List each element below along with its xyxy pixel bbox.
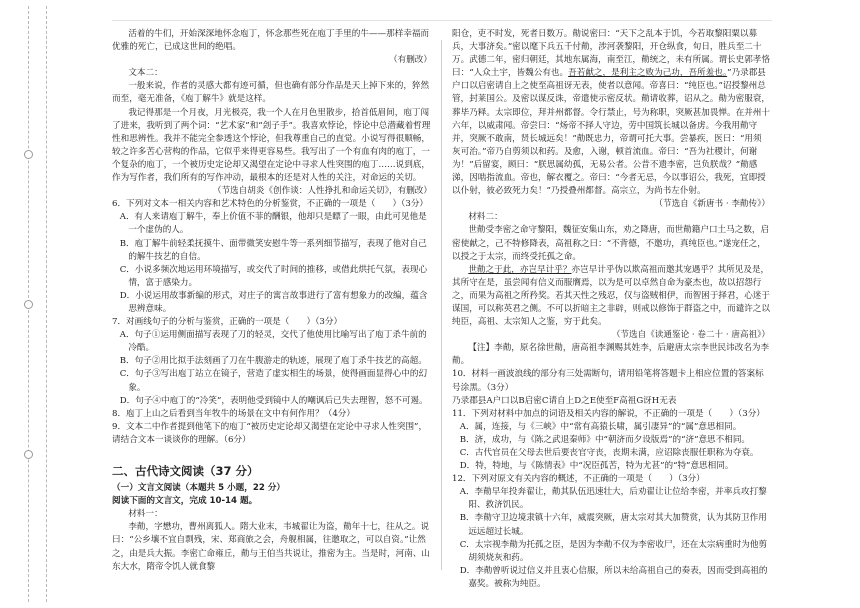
text1-closing-paragraph: 活着的牛们，开始深深地怀念庖丁，怀念那些死在庖丁手里的牛——那样幸福而优雅的死亡，已成这世间的绝唱。 (112, 29, 430, 53)
material-1-source: （节选自《新唐书 · 李勣传》） (654, 199, 770, 210)
question-7: 7．对画线句子的分析与鉴赏，正确的一项是（ ）（3分） (112, 317, 343, 328)
material-2-text: 亦岂早计乎伪以欺高祖而邀其宠遇乎？其所见及是，其所守在是，虽尝闻有信义而服膺焉，以为是可以卓然自命为豪杰也，故以招怨行之，而果为高祖之所矜奖。若其天性之残忍，仅与盗贼相伊，而智困于择君，心迷于谋国，可以称英君之侧。不可以折暗主之非辟，则戒以修饰于群盗之中，而谴许之以纯臣，高祖、太宗知人之鉴，穷于此矣。 (452, 264, 770, 328)
material-2-underlined: 世勣之于此，亦岂早计乎？ (468, 264, 572, 275)
material-2-source: （节选自《读通鉴论 · 卷二十 · 唐高祖》） (611, 330, 770, 341)
text1-source: （有删改） (389, 55, 432, 66)
question-12-option-d: D．李勣曾听说过信义并且衷心信服，所以未给高祖自己的奏表，因而受到高祖的嘉奖。被称为纯臣。 (459, 565, 768, 589)
right-column (452, 28, 770, 591)
binding-hole (24, 450, 33, 459)
material-1-text-a: 阳仓，吏不时发，死者日数万。勣说密曰：“天下之乱本于饥，今若取黎阳粟以募兵，大事济矣。”密以麾下兵五千付勣，涉河袭黎阳，开仓纵食，旬日，胜兵至二十万。武德二年，密归朝廷，其地东属海，南至江，勣统之，未有所属。谓长史郭孝恪曰：“人众土宇，皆魏公有也。 (452, 29, 770, 79)
question-6-option-d: D．小说运用故事新编的形式，对庄子的寓言故事进行了富有想象力的改编，蕴含思辨意味。 (119, 290, 428, 314)
question-12-option-a: A．李勣早年投奔翟让，勣其队伍迅速壮大，后劝翟让让位给李密，并率兵攻打黎阳、救济饥民。 (459, 487, 767, 511)
material-1-label: 材料一： (128, 509, 163, 520)
question-6: 6．下列对文本一相关内容和艺术特色的分析鉴赏，不正确的一项是（ ）（3分） (112, 199, 429, 210)
underlined-sentence: 吾若献之，是利主之败为己功，吾所羞也。 (568, 68, 728, 79)
question-11: 11．下列对材料中加点的词语及相关内容的解说，不正确的一项是（ ）（3分） (452, 408, 765, 419)
binding-hole (24, 150, 33, 159)
question-12-option-c: C．太宗视李勣为托孤之臣，是因为李勣不仅为李密收尸，还在太宗病重时为他剪胡须烧灰和药。 (459, 539, 768, 563)
text2-title: 文本二： (128, 68, 163, 79)
question-8: 8．庖丁上山之后看到当年牧牛的场景在文中有何作用？（4分） (112, 408, 355, 419)
material-2-label: 材料二： (468, 212, 503, 223)
question-11-option-a: A．属，连接，与《三峡》中“常有高猿长啸，属引凄异”的“属”意思相同。 (459, 421, 742, 432)
material-1-continuation (452, 28, 770, 198)
question-9: 9．文本二中作者提到他笔下的庖丁“被历史定论却又渴望在定论中寻求人性突围”，请结合文本一谈谈你的理解。（6分） (112, 421, 428, 445)
annotation-note: 【注】李勣，原名徐世勣，唐高祖李渊赐其姓李，后避唐太宗李世民讳改名为李勣。 (452, 343, 770, 367)
question-11-option-d: D．特，特地，与《陈情表》中“况臣孤苦，特为尤甚”的“特”意思相同。 (459, 461, 734, 472)
left-column (112, 28, 432, 574)
material-2-paragraph-2 (452, 264, 770, 329)
question-11-option-c: C．古代官员在父母去世后要丧官守丧，丧期未满，应诏除丧服任职称为夺衰。 (459, 448, 759, 458)
question-12: 12．下列对原文有关内容的概述，不正确的一项是（ ）（3分） (452, 474, 705, 485)
material-2-paragraph-1: 世勣受李密之命守黎阳，魏征安集山东，劝之降唐，而世勣籍户口土马之数，启密使献之，己不特修降表，高祖称之曰：“不背德，不邀功，真纯臣也。”遂宠任之，以授之于太宗，而终受托孤之命。 (452, 225, 770, 262)
material-1-paragraph: 李勣，字懋功，曹州离狐人。隋大业末，韦城翟让为盗，勣年十七，往从之。说曰：“公乡壤不宜自剽残，宋、郑商旅之会，舟舰相属，往邀取之，可以自资。”让然之，由是兵大振。李密亡命雍丘，勣与王伯当共说让，推密为主。当是时，河南、山东大水，隋帝令饥人就食黎 (112, 522, 430, 572)
reading-instruction: 阅读下面的文言文，完成 10-14 题。 (112, 496, 258, 507)
section-2-heading: 二、古代诗文阅读（37 分） (112, 464, 259, 478)
question-7-option-a: A．句子①运用侧面描写表现了刀的轻灵，交代了他使用比喻写出了庖丁杀牛前的冷酷。 (119, 330, 427, 354)
question-10-sentence: 乃录郡县A户口以B启密C请自上D之E使至F高祖G讶H无表 (452, 395, 677, 406)
question-6-option-c: C．小说多频次地运用环境描写，或交代了时间的推移，或借此烘托气氛，表现心情，富于感染力。 (119, 264, 428, 288)
text2-paragraph-1: 一般来说，作者的灵感大都有迹可循，但也确有部分作品是天上掉下来的，猝然而至，毫无准备，《庖丁解牛》就是这样。 (112, 81, 430, 105)
text2-source: （节选自胡炎《创作谈：人性挣扎和命运关切》，有删改） (212, 186, 432, 197)
subsection-1-heading: （一）文言文阅读（本题共 5 小题，22 分） (112, 483, 286, 494)
column-divider (441, 40, 442, 570)
top-rule (112, 20, 772, 21)
question-6-option-a: A．有人来请庖丁解牛，奉上价值不菲的酬银，他却只是瞟了一眼，由此可见他是一个虚伪的人。 (119, 212, 427, 236)
question-12-option-b: B．李勣守卫边境隶镇十六年，威震突厥，唐太宗对其大加赞赏，认为其防卫作用远远超过长城。 (459, 513, 767, 537)
question-7-option-d: D．句子④中庖丁的“冷笑”，表明他受到镜中人的嘲讽后已失去理智，怒不可遏。 (119, 395, 428, 406)
question-10: 10．材料一画波浪线的部分有三处需断句，请用铅笔将答题卡上相应位置的答案标号涂黑。（3分） (452, 369, 764, 393)
question-6-option-b: B．庖丁解牛前轻柔抚摸牛、面带微笑安慰牛等一系列细节描写，表现了他对自己的解牛技艺的自信。 (119, 238, 427, 262)
binding-dashed-line-inner (46, 6, 47, 602)
binding-hole (24, 300, 33, 309)
question-7-option-c: C．句子③写出庖丁站立在镜子，营造了虚实相生的场景，使得画面显得心中的幻象。 (119, 369, 428, 393)
question-11-option-b: B．济，成功，与《陈之武退秦师》中“朝济而夕设版焉”的“济”意思不相同。 (459, 434, 751, 445)
material-1-text-b: ”乃录郡县户口以启密请自上之使至高祖讶无表，使者以意闻。帝喜曰：“纯臣也。”诏授黎州总管，封莱国公。及密以谋反诛，帝遣使示密反状。勣请收葬，诏从之。勣为密服衰，葬毕乃释。太宗即位，拜并州都督。令行禁止，号为称职，突厥甚加畏惮。在并州十六年，以威肃闻。帝尝曰：“炀帝不择人守边，劳中国筑长城以备虏。今我用勣守并，突厥不敢南，贤长城远矣！”勣既忠力，帝谓可托大事。尝暴疾，医曰：“用须灰可治。”帝乃自剪须以和药。及愈，入谢，顿首流血。帝曰：“吾为社稷计，何谢为！”后留宴，顾曰：“朕思属幼孤，无易公者。公昔不遗李密，岂负朕哉？”勣感涕，因啮指流血。帝也，解衣覆之。帝曰：“今者无忌，今以事诏公，我死，宜即授以仆射，彼必致死力矣！”乃授叠州都督。高宗立，为尚书左仆射。 (452, 68, 770, 197)
text2-paragraph-2: 我记得那是一个月夜，月光极亮，我一个人在月色里散步，拾首低眉间，庖丁闯了进来，我听到了两个词：“艺术家”和“刽子手”。我喜欢悖论，悖论中总潜藏着哲理性和思辨性。我并不能完全参透这个悖论，但我尊重自己的直觉。小说写得很顺畅，较之许多苦心营构的作品，它似乎来得更容易些。我写出了一个有血有肉的庖丁，一个复杂的庖丁，一个被历史定论却又渴望在定论中寻求人性突围的庖丁……说到底，作为写作者，我们所有的写作冲动，最根本的还是对人性的关注，对命运的关切。 (112, 107, 431, 184)
question-7-option-b: B．句子②用比拟手法刻画了刀在牛腹游走的轨迹，展现了庖丁杀牛技艺的高超。 (119, 356, 427, 367)
